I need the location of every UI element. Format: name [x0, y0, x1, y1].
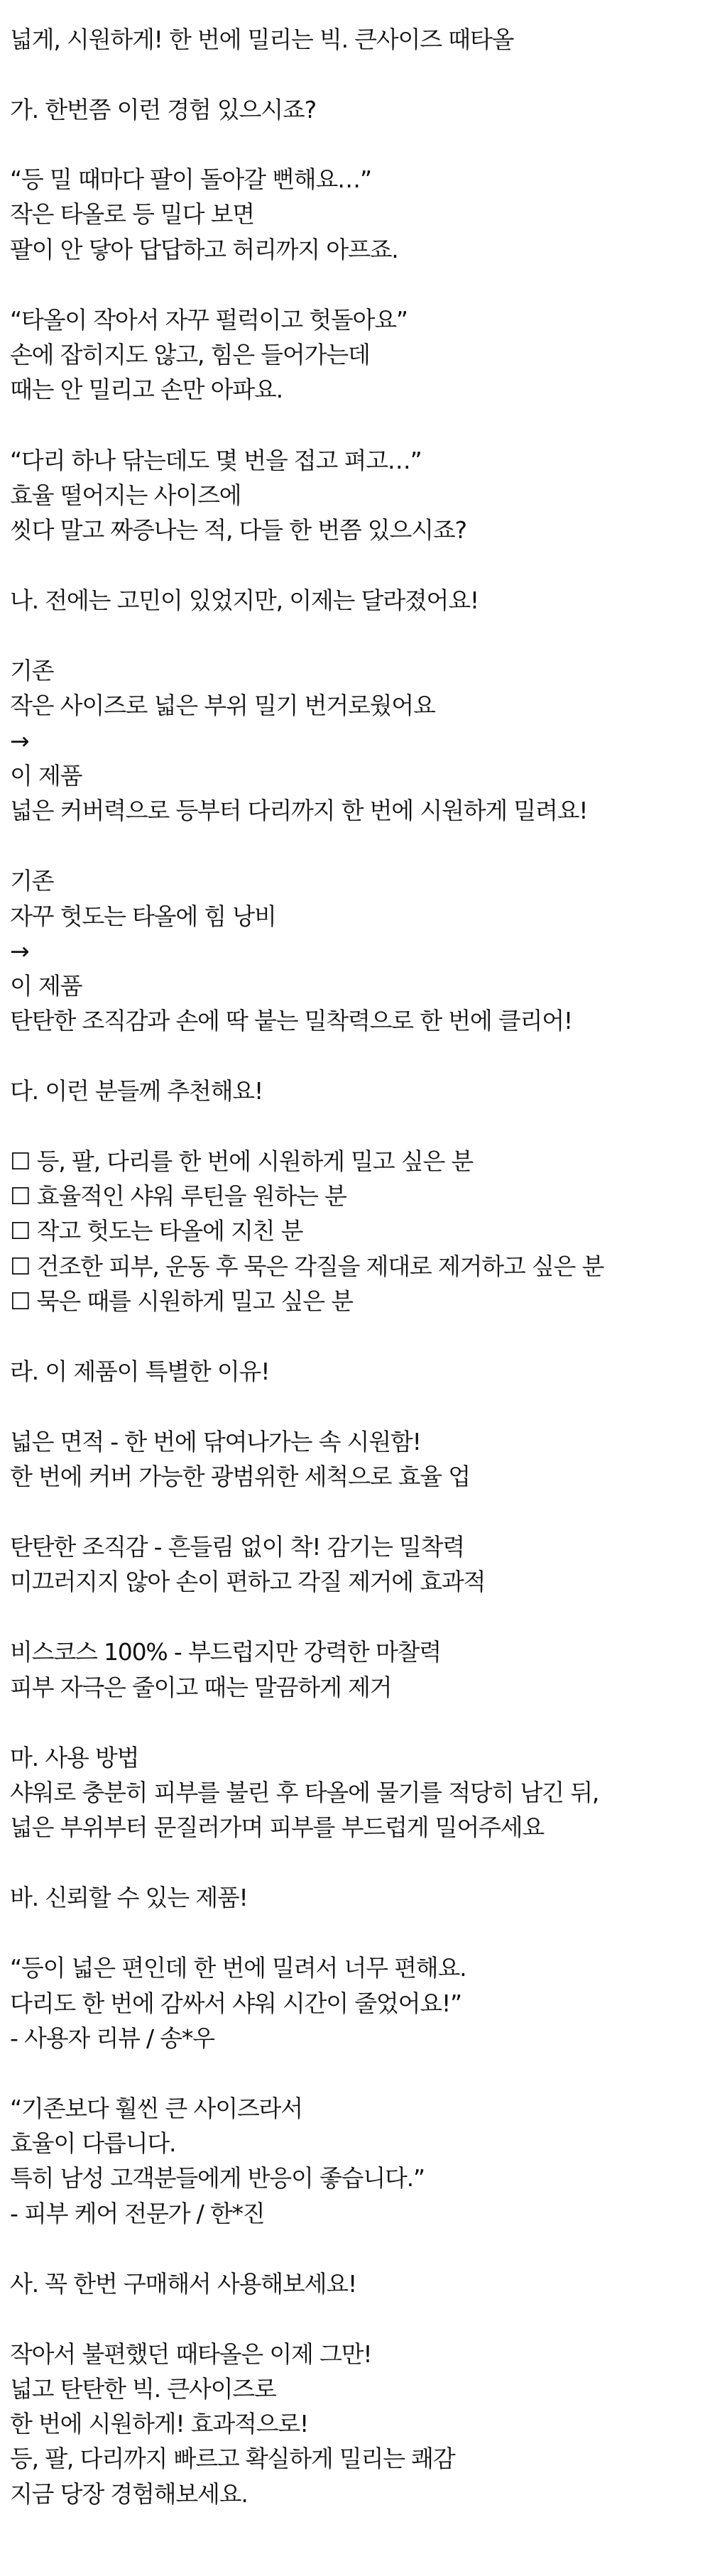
paragraph-line: 팔이 안 닿아 답답하고 허리까지 아프죠.	[10, 236, 398, 263]
testimonial-author: - 피부 케어 전문가 / 한*진	[10, 2200, 265, 2227]
testimonial-quote: 특히 남성 고객분들에게 반응이 좋습니다.”	[10, 2164, 425, 2192]
closing-line: 지금 당장 경험해보세요.	[10, 2480, 248, 2508]
paragraph-line: 효율 떨어지는 사이즈에	[10, 481, 241, 509]
comparison-before-text: 작은 사이즈로 넓은 부위 밀기 번거로웠어요	[10, 692, 435, 719]
testimonial-quote: 효율이 다릅니다.	[10, 2129, 176, 2157]
section-heading-ma: 마. 사용 방법	[10, 1744, 139, 1772]
checklist-item: ☐ 효율적인 샤워 루틴을 원하는 분	[10, 1182, 346, 1210]
section-heading-ga: 가. 한번쯤 이런 경험 있으시죠?	[10, 96, 316, 124]
closing-line: 넓고 탄탄한 빅. 큰사이즈로	[10, 2375, 276, 2403]
comparison-label-before: 기존	[10, 657, 54, 684]
closing-line: 한 번에 시원하게! 효과적으로!	[10, 2410, 309, 2438]
document-title: 넓게, 시원하게! 한 번에 밀리는 빅. 큰사이즈 때타올	[10, 26, 514, 53]
pain-point-quote-3: “다리 하나 닦는데도 몇 번을 접고 펴고…”	[10, 447, 422, 474]
checklist-item: ☐ 건조한 피부, 운동 후 묵은 각질을 제대로 제거하고 싶은 분	[10, 1252, 604, 1280]
section-heading-sa: 사. 꼭 한번 구매해서 사용해보세요!	[10, 2270, 356, 2298]
feature-description: 한 번에 커버 가능한 광범위한 세척으로 효율 업	[10, 1463, 470, 1490]
feature-description: 피부 자극은 줄이고 때는 말끔하게 제거	[10, 1674, 392, 1701]
pain-point-quote-2: “타올이 작아서 자꾸 펄럭이고 헛돌아요”	[10, 306, 408, 334]
arrow-glyph: →	[10, 937, 29, 965]
comparison-label-before: 기존	[10, 867, 54, 895]
testimonial-quote: “기존보다 훨씬 큰 사이즈라서	[10, 2095, 302, 2122]
feature-title: 비스코스 100% - 부드럽지만 강력한 마찰력	[10, 1638, 441, 1666]
closing-line: 작아서 불편했던 때타올은 이제 그만!	[10, 2340, 372, 2368]
feature-description: 미끄러지지 않아 손이 편하고 각질 제거에 효과적	[10, 1568, 486, 1595]
paragraph-line: 씻다 말고 짜증나는 적, 다들 한 번쯤 있으시죠?	[10, 516, 466, 544]
section-heading-ba: 바. 신뢰할 수 있는 제품!	[10, 1884, 248, 1911]
usage-instruction: 샤워로 충분히 피부를 불린 후 타올에 물기를 적당히 남긴 뒤,	[10, 1779, 599, 1806]
closing-line: 등, 팔, 다리까지 빠르고 확실하게 밀리는 쾌감	[10, 2445, 455, 2472]
testimonial-quote: “등이 넓은 편인데 한 번에 밀려서 너무 편해요.	[10, 1954, 466, 1982]
comparison-after-text: 탄탄한 조직감과 손에 딱 붙는 밀착력으로 한 번에 클리어!	[10, 1007, 572, 1035]
comparison-label-after: 이 제품	[10, 762, 82, 790]
section-heading-da: 다. 이런 분들께 추천해요!	[10, 1077, 263, 1105]
comparison-before-text: 자꾸 헛도는 타올에 힘 낭비	[10, 902, 276, 930]
pain-point-quote-1: “등 밀 때마다 팔이 돌아갈 뻔해요…”	[10, 165, 371, 193]
testimonial-author: - 사용자 리뷰 / 송*우	[10, 2024, 214, 2052]
feature-title: 탄탄한 조직감 - 흔들림 없이 착! 감기는 밀착력	[10, 1533, 464, 1561]
usage-instruction: 넓은 부위부터 문질러가며 피부를 부드럽게 밀어주세요	[10, 1813, 545, 1841]
section-heading-ra: 라. 이 제품이 특별한 이유!	[10, 1358, 270, 1385]
section-heading-na: 나. 전에는 고민이 있었지만, 이제는 달라졌어요!	[10, 586, 479, 614]
feature-title: 넓은 면적 - 한 번에 닦여나가는 속 시원함!	[10, 1428, 421, 1456]
paragraph-line: 때는 안 밀리고 손만 아파요.	[10, 376, 283, 403]
comparison-after-text: 넓은 커버력으로 등부터 다리까지 한 번에 시원하게 밀려요!	[10, 797, 588, 824]
checklist-item: ☐ 묵은 때를 시원하게 밀고 싶은 분	[10, 1287, 353, 1315]
paragraph-line: 손에 잡히지도 않고, 힘은 들어가는데	[10, 341, 370, 369]
paragraph-line: 작은 타올로 등 밀다 보면	[10, 200, 254, 228]
checklist-item: ☐ 등, 팔, 다리를 한 번에 시원하게 밀고 싶은 분	[10, 1147, 474, 1175]
arrow-glyph: →	[10, 727, 29, 755]
checklist-item: ☐ 작고 헛도는 타올에 지친 분	[10, 1217, 303, 1245]
testimonial-quote: 다리도 한 번에 감싸서 샤워 시간이 줄었어요!”	[10, 1990, 462, 2017]
comparison-label-after: 이 제품	[10, 972, 82, 1000]
